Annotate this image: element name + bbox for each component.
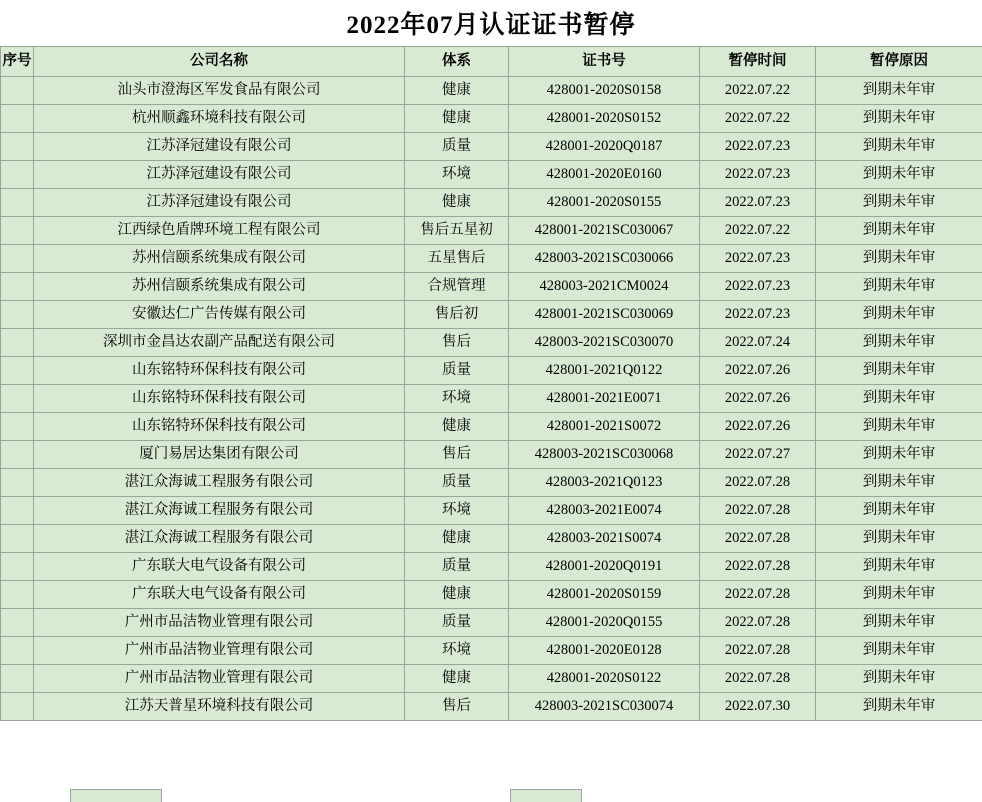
cell-system: 健康: [405, 413, 509, 441]
cell-company: 广州市品洁物业管理有限公司: [34, 637, 405, 665]
cell-date: 2022.07.22: [700, 105, 816, 133]
cell-system: 质量: [405, 133, 509, 161]
cell-system: 健康: [405, 189, 509, 217]
cell-company: 湛江众海诚工程服务有限公司: [34, 525, 405, 553]
cell-date: 2022.07.23: [700, 273, 816, 301]
cell-index: [1, 385, 34, 413]
cell-reason: 到期未年审: [816, 77, 982, 105]
cell-certno: 428001-2021S0072: [509, 413, 700, 441]
cell-company: 山东铭特环保科技有限公司: [34, 357, 405, 385]
cell-company: 安徽达仁广告传媒有限公司: [34, 301, 405, 329]
cell-system: 环境: [405, 637, 509, 665]
cell-system: 售后初: [405, 301, 509, 329]
cell-reason: 到期未年审: [816, 273, 982, 301]
table-row: [1, 133, 982, 161]
cell-index: [1, 497, 34, 525]
sheet-tab-strip: [0, 786, 982, 802]
cell-date: 2022.07.28: [700, 525, 816, 553]
cell-reason: 到期未年审: [816, 329, 982, 357]
cell-system: 环境: [405, 385, 509, 413]
cell-reason: 到期未年审: [816, 133, 982, 161]
cell-index: [1, 581, 34, 609]
cell-company: 汕头市澄海区军发食品有限公司: [34, 77, 405, 105]
cell-certno: 428003-2021SC030068: [509, 441, 700, 469]
cell-index: [1, 189, 34, 217]
cell-company: 苏州信颐系统集成有限公司: [34, 273, 405, 301]
cell-system: 质量: [405, 357, 509, 385]
cell-certno: 428003-2021E0074: [509, 497, 700, 525]
sheet-tab-right[interactable]: [510, 789, 582, 802]
cell-certno: 428001-2020S0155: [509, 189, 700, 217]
cell-index: [1, 357, 34, 385]
cell-company: 江苏泽冠建设有限公司: [34, 161, 405, 189]
cell-system: 健康: [405, 77, 509, 105]
table-row: [1, 497, 982, 525]
cell-reason: 到期未年审: [816, 469, 982, 497]
cell-reason: 到期未年审: [816, 525, 982, 553]
cell-reason: 到期未年审: [816, 385, 982, 413]
cell-index: [1, 245, 34, 273]
cell-date: 2022.07.28: [700, 665, 816, 693]
cell-company: 广东联大电气设备有限公司: [34, 553, 405, 581]
cell-company: 江苏天普星环境科技有限公司: [34, 693, 405, 721]
column-header-certno: 证书号: [509, 47, 700, 77]
cell-date: 2022.07.23: [700, 245, 816, 273]
cell-reason: 到期未年审: [816, 609, 982, 637]
cell-date: 2022.07.28: [700, 637, 816, 665]
cell-index: [1, 133, 34, 161]
table-row: [1, 385, 982, 413]
table-row: [1, 273, 982, 301]
cell-system: 健康: [405, 581, 509, 609]
cell-certno: 428001-2020S0122: [509, 665, 700, 693]
cell-company: 广州市品洁物业管理有限公司: [34, 665, 405, 693]
column-header-company: 公司名称: [34, 47, 405, 77]
cell-company: 江苏泽冠建设有限公司: [34, 189, 405, 217]
cell-index: [1, 665, 34, 693]
column-header-index: 序号: [1, 47, 34, 77]
cell-system: 售后五星初: [405, 217, 509, 245]
cell-certno: 428001-2020S0158: [509, 77, 700, 105]
table-row: [1, 301, 982, 329]
cell-certno: 428001-2021SC030069: [509, 301, 700, 329]
cell-index: [1, 609, 34, 637]
table-header-row: [1, 47, 982, 77]
table-row: [1, 525, 982, 553]
cell-company: 湛江众海诚工程服务有限公司: [34, 497, 405, 525]
cell-company: 苏州信颐系统集成有限公司: [34, 245, 405, 273]
cell-certno: 428003-2021SC030070: [509, 329, 700, 357]
cell-reason: 到期未年审: [816, 357, 982, 385]
cell-index: [1, 637, 34, 665]
cell-certno: 428001-2020E0160: [509, 161, 700, 189]
cell-certno: 428001-2020S0159: [509, 581, 700, 609]
cell-index: [1, 301, 34, 329]
cell-reason: 到期未年审: [816, 553, 982, 581]
cell-date: 2022.07.22: [700, 217, 816, 245]
cell-date: 2022.07.23: [700, 189, 816, 217]
sheet-tab-left[interactable]: [70, 789, 162, 802]
cell-system: 质量: [405, 609, 509, 637]
cell-reason: 到期未年审: [816, 413, 982, 441]
cell-index: [1, 693, 34, 721]
column-header-system: 体系: [405, 47, 509, 77]
table-row: [1, 441, 982, 469]
cell-company: 广州市品洁物业管理有限公司: [34, 609, 405, 637]
column-header-reason: 暂停原因: [816, 47, 982, 77]
cell-system: 健康: [405, 105, 509, 133]
cell-certno: 428001-2021Q0122: [509, 357, 700, 385]
cell-index: [1, 273, 34, 301]
table-row: [1, 77, 982, 105]
table-row: [1, 329, 982, 357]
cell-company: 山东铭特环保科技有限公司: [34, 385, 405, 413]
cell-index: [1, 469, 34, 497]
cell-company: 深圳市金昌达农副产品配送有限公司: [34, 329, 405, 357]
table-row: [1, 413, 982, 441]
certificate-suspension-table: [0, 46, 982, 721]
cell-date: 2022.07.26: [700, 385, 816, 413]
cell-certno: 428001-2020Q0155: [509, 609, 700, 637]
cell-system: 健康: [405, 665, 509, 693]
cell-index: [1, 525, 34, 553]
document-title-bar: [0, 0, 982, 46]
table-row: [1, 161, 982, 189]
cell-reason: 到期未年审: [816, 189, 982, 217]
cell-company: 湛江众海诚工程服务有限公司: [34, 469, 405, 497]
cell-reason: 到期未年审: [816, 301, 982, 329]
cell-reason: 到期未年审: [816, 497, 982, 525]
cell-system: 售后: [405, 693, 509, 721]
cell-index: [1, 77, 34, 105]
table-row: [1, 553, 982, 581]
cell-system: 售后: [405, 329, 509, 357]
table-row: [1, 665, 982, 693]
table-row: [1, 357, 982, 385]
cell-certno: 428001-2020Q0191: [509, 553, 700, 581]
cell-system: 健康: [405, 525, 509, 553]
cell-date: 2022.07.26: [700, 413, 816, 441]
cell-certno: 428001-2021SC030067: [509, 217, 700, 245]
cell-reason: 到期未年审: [816, 693, 982, 721]
cell-reason: 到期未年审: [816, 665, 982, 693]
cell-index: [1, 105, 34, 133]
cell-index: [1, 413, 34, 441]
cell-reason: 到期未年审: [816, 637, 982, 665]
cell-date: 2022.07.28: [700, 581, 816, 609]
table-row: [1, 637, 982, 665]
cell-date: 2022.07.23: [700, 301, 816, 329]
cell-date: 2022.07.28: [700, 609, 816, 637]
table-row: [1, 609, 982, 637]
cell-system: 质量: [405, 553, 509, 581]
cell-reason: 到期未年审: [816, 217, 982, 245]
table-row: [1, 189, 982, 217]
cell-index: [1, 329, 34, 357]
cell-certno: 428001-2020E0128: [509, 637, 700, 665]
cell-certno: 428001-2020S0152: [509, 105, 700, 133]
table-row: [1, 581, 982, 609]
cell-date: 2022.07.28: [700, 469, 816, 497]
cell-certno: 428001-2021E0071: [509, 385, 700, 413]
cell-reason: 到期未年审: [816, 161, 982, 189]
cell-index: [1, 553, 34, 581]
cell-system: 环境: [405, 161, 509, 189]
cell-date: 2022.07.28: [700, 497, 816, 525]
table-row: [1, 245, 982, 273]
cell-reason: 到期未年审: [816, 245, 982, 273]
cell-certno: 428003-2021CM0024: [509, 273, 700, 301]
page-title: 2022年07月认证证书暂停: [346, 12, 636, 39]
cell-certno: 428003-2021SC030066: [509, 245, 700, 273]
cell-certno: 428003-2021S0074: [509, 525, 700, 553]
cell-date: 2022.07.27: [700, 441, 816, 469]
cell-certno: 428003-2021Q0123: [509, 469, 700, 497]
cell-date: 2022.07.26: [700, 357, 816, 385]
cell-date: 2022.07.24: [700, 329, 816, 357]
cell-system: 合规管理: [405, 273, 509, 301]
cell-index: [1, 161, 34, 189]
cell-company: 厦门易居达集团有限公司: [34, 441, 405, 469]
cell-system: 质量: [405, 469, 509, 497]
table-row: [1, 217, 982, 245]
cell-company: 山东铭特环保科技有限公司: [34, 413, 405, 441]
cell-reason: 到期未年审: [816, 105, 982, 133]
column-header-date: 暂停时间: [700, 47, 816, 77]
cell-reason: 到期未年审: [816, 581, 982, 609]
cell-company: 杭州顺鑫环境科技有限公司: [34, 105, 405, 133]
cell-system: 五星售后: [405, 245, 509, 273]
table-row: [1, 105, 982, 133]
cell-system: 售后: [405, 441, 509, 469]
cell-company: 江苏泽冠建设有限公司: [34, 133, 405, 161]
cell-date: 2022.07.28: [700, 553, 816, 581]
cell-system: 环境: [405, 497, 509, 525]
cell-date: 2022.07.22: [700, 77, 816, 105]
cell-date: 2022.07.23: [700, 161, 816, 189]
cell-index: [1, 217, 34, 245]
cell-company: 广东联大电气设备有限公司: [34, 581, 405, 609]
table-body: [1, 77, 982, 721]
cell-date: 2022.07.23: [700, 133, 816, 161]
table-row: [1, 469, 982, 497]
cell-company: 江西绿色盾牌环境工程有限公司: [34, 217, 405, 245]
cell-reason: 到期未年审: [816, 441, 982, 469]
cell-certno: 428001-2020Q0187: [509, 133, 700, 161]
cell-index: [1, 441, 34, 469]
cell-date: 2022.07.30: [700, 693, 816, 721]
table-row: [1, 693, 982, 721]
cell-certno: 428003-2021SC030074: [509, 693, 700, 721]
